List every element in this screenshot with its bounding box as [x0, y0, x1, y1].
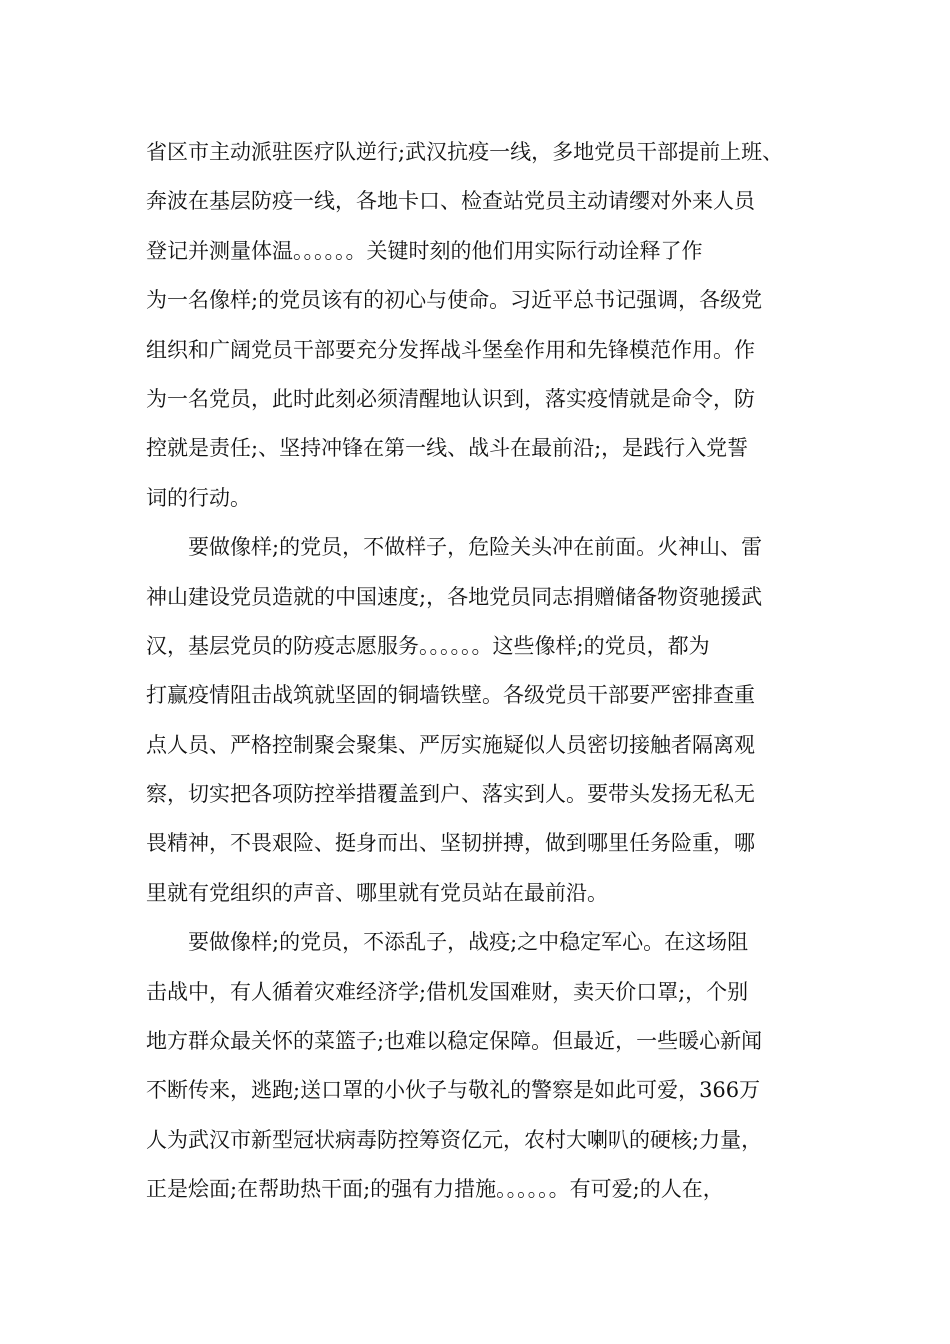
text-line: 为一名像样;的党员该有的初心与使命。习近平总书记强调，各级党: [146, 288, 763, 313]
text-line: 要做像样;的党员，不添乱子，战疫;之中稳定军心。在这场阻: [188, 930, 749, 955]
text-line: 打赢疫情阻击战筑就坚固的铜墙铁壁。各级党员干部要严密排查重: [146, 683, 755, 708]
text-line: 登记并测量体温。。。。。。关键时刻的他们用实际行动诠释了作: [146, 238, 703, 263]
text-line: 奔波在基层防疫一线，各地卡口、检查站党员主动请缨对外来人员: [146, 189, 755, 214]
text-line: 畏精神，不畏艰险、挺身而出、坚韧拼搏，做到哪里任务险重，哪: [146, 831, 755, 856]
text-line: 里就有党组织的声音、哪里就有党员站在最前沿。: [146, 880, 608, 905]
text-line: 点人员、严格控制聚会聚集、严厉实施疑似人员密切接触者隔离观: [146, 732, 755, 757]
text-line: 为一名党员，此时此刻必须清醒地认识到，落实疫情就是命令，防: [146, 386, 755, 411]
text-line: 组织和广阔党员干部要充分发挥战斗堡垒作用和先锋模范作用。作: [146, 337, 755, 362]
text-line: 击战中，有人循着灾难经济学;借机发国难财，卖天价口罩;，个别: [146, 979, 749, 1004]
text-line: 词的行动。: [146, 485, 251, 510]
text-line: 察，切实把各项防控举措覆盖到户、落实到人。要带头发扬无私无: [146, 782, 755, 807]
text-line: 神山建设党员造就的中国速度;，各地党员同志捐赠储备物资驰援武: [146, 584, 763, 609]
text-line: 控就是责任;、坚持冲锋在第一线、战斗在最前沿;，是践行入党誓: [146, 436, 749, 461]
paragraph-2: [146, 523, 836, 918]
text-line: 要做像样;的党员，不做样子，危险关头冲在前面。火神山、雷: [188, 535, 763, 560]
text-line: 正是烩面;在帮助热干面;的强有力措施。。。。。。有可爱;的人在，: [146, 1177, 724, 1202]
paragraph-1: [146, 128, 836, 523]
text-line: 汉，基层党员的防疫志愿服务。。。。。。这些像样;的党员，都为: [146, 633, 710, 658]
body-text: [146, 128, 836, 1215]
text-line: 不断传来，逃跑;送口罩的小伙子与敬礼的警察是如此可爱，366万: [146, 1078, 761, 1103]
text-line: 地方群众最关怀的菜篮子;也难以稳定保障。但最近，一些暖心新闻: [146, 1029, 763, 1054]
text-line: 省区市主动派驻医疗队逆行;武汉抗疫一线，多地党员干部提前上班、: [146, 140, 784, 164]
paragraph-3: [146, 918, 836, 1214]
text-line: 人为武汉市新型冠状病毒防控筹资亿元，农村大喇叭的硬核;力量，: [146, 1127, 763, 1152]
